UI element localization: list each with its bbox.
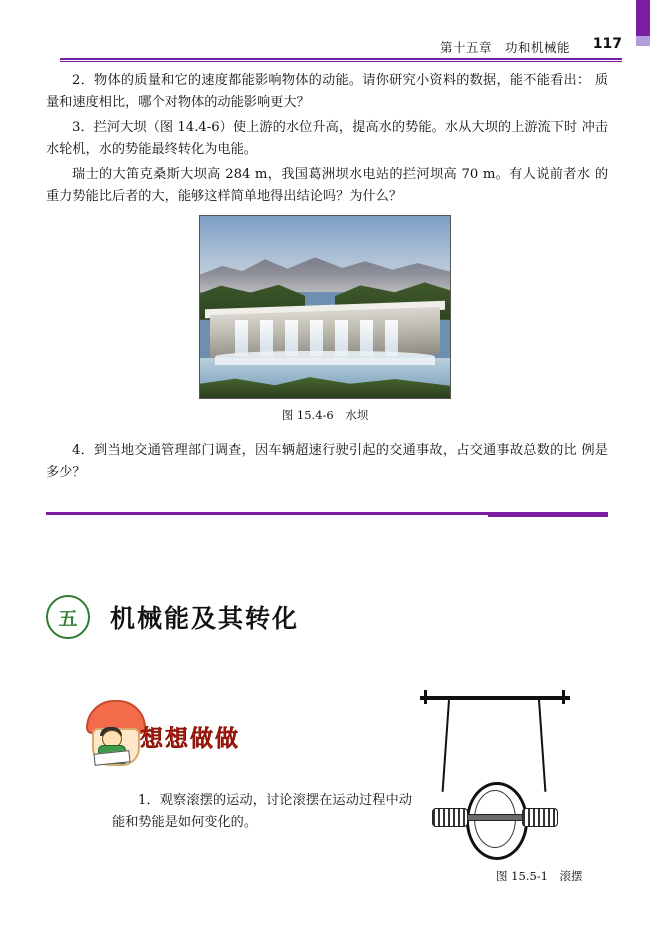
exercise-2-text-a: 2．物体的质量和它的速度都能影响物体的动能。请你研究小资料的数据，能不能看出： <box>72 73 591 88</box>
wheel-string-left <box>442 700 450 792</box>
page-number: 117 <box>592 36 622 52</box>
section-divider <box>46 512 608 515</box>
figure-dam <box>0 215 650 423</box>
exercise-4 <box>46 440 608 483</box>
page-header <box>60 36 622 60</box>
exercise-4-text-a: 4．到当地交通管理部门调查，因车辆超速行驶引起的交通事故，占交通事故总数的比 <box>72 443 577 458</box>
page-edge-marker-bottom <box>636 36 650 46</box>
page-edge-marker-top <box>636 0 650 36</box>
header-rule-thin <box>60 61 622 62</box>
exercise-4-block <box>46 440 608 487</box>
exercise-3-text-b: 冲击水轮机，水的势能最终转化为电能。 <box>46 120 608 157</box>
exercise-3b-text-b: 的重力势能比后者的大，能够这样简单地得出结论吗？为什么？ <box>46 167 608 204</box>
think-and-do-badge <box>86 700 276 766</box>
exercise-3-line-1 <box>46 117 608 160</box>
dam-photo <box>199 215 451 399</box>
dam-figure-caption: 图 15.4-6 水坝 <box>281 408 369 422</box>
section-heading <box>46 595 299 639</box>
think-and-do-label: 想想做做 <box>140 726 240 752</box>
exercise-2-line-1 <box>46 70 608 113</box>
exercise-3-text-a: 3．拦河大坝（图 14.4-6）使上游的水位升高，提高水的势能。水从大坝的上游流下时 <box>72 120 578 135</box>
wheel-figure-caption: 图 15.5-1 滚摆 <box>496 869 583 883</box>
photo-foam <box>215 351 435 366</box>
exercise-4-text-b: 例是多少？ <box>46 443 608 480</box>
section-number-badge: 五 <box>46 595 90 639</box>
think-and-do-text: 1．观察滚摆的运动，讨论滚摆在运动过程中动能和势能是如何变化的。 <box>112 793 412 830</box>
header-rule <box>60 58 622 60</box>
wheel-support-bar <box>420 696 570 700</box>
section-title: 机械能及其转化 <box>110 604 300 633</box>
body-content <box>46 70 608 211</box>
think-and-do-block <box>86 700 286 780</box>
figure-wheel-pendulum <box>410 690 590 890</box>
exercise-2-text-b: 质量和速度相比，哪个对物体的动能影响更大？ <box>46 73 608 110</box>
exercise-3-paragraph-2 <box>46 164 608 207</box>
header-chapter-title: 第十五章 功和机械能 <box>439 40 570 55</box>
photo-spillway-1 <box>235 320 248 356</box>
wheel-coil-right <box>522 808 558 827</box>
wheel-coil-left <box>432 808 468 827</box>
section-divider-tail <box>488 515 608 517</box>
exercise-3b-text-a: 瑞士的大笛克桑斯大坝高 284 m，我国葛洲坝水电站的拦河坝高 70 m。有人说前者水 <box>72 167 591 182</box>
wheel-string-right <box>538 700 546 792</box>
